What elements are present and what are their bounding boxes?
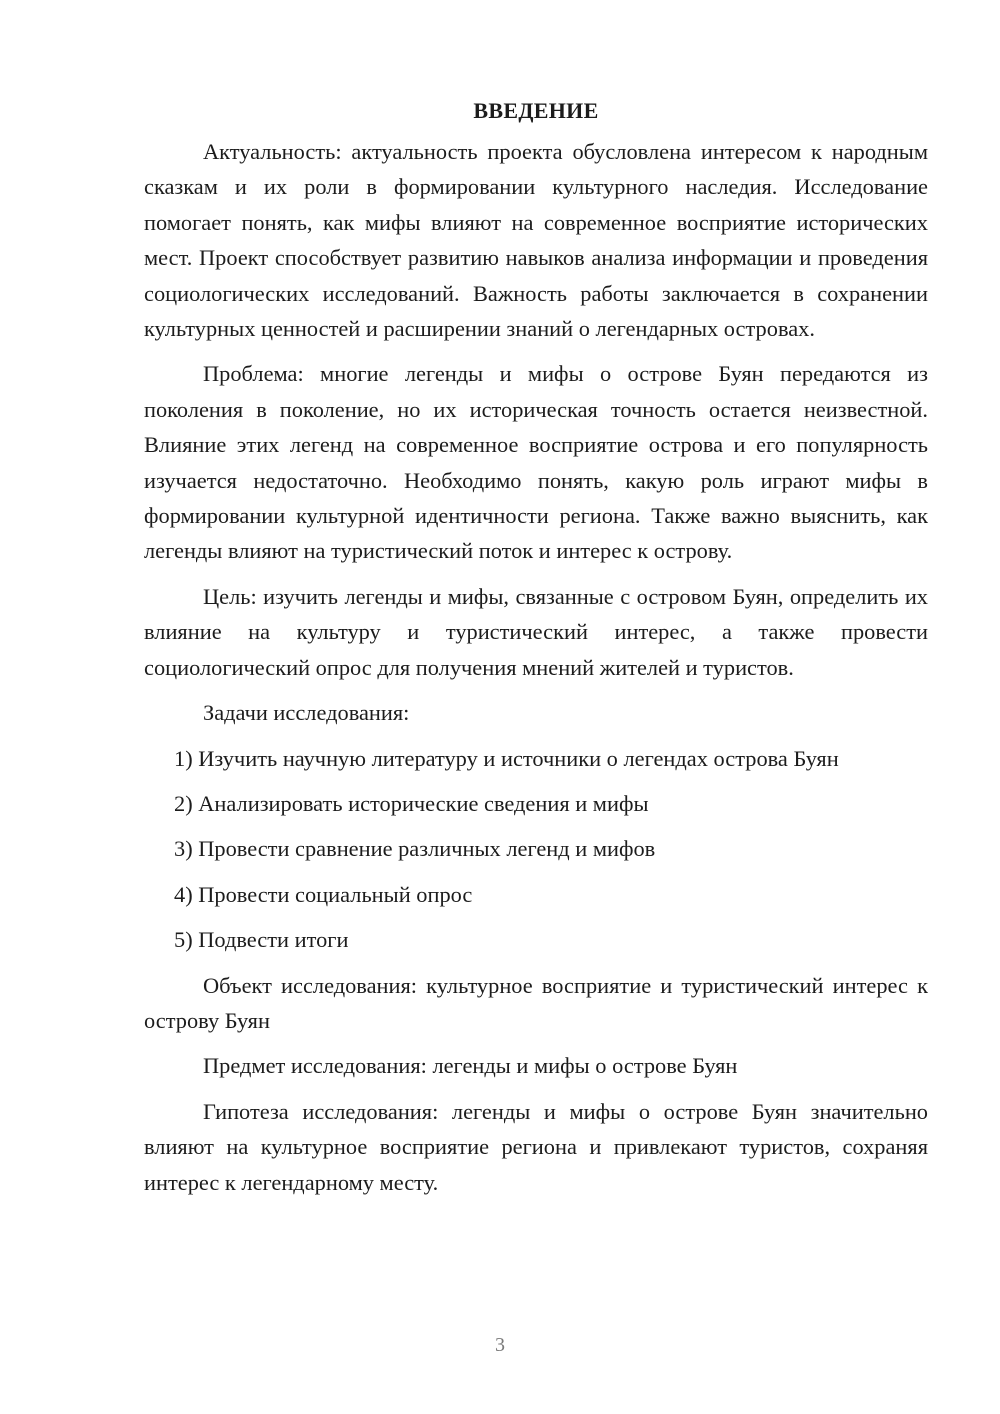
hypothesis-paragraph: Гипотеза исследования: легенды и мифы о острове Буян значительно влияют на культурное восприятие региона и привлекают туристов, сохраняя интерес к легендарному месту. (144, 1098, 928, 1195)
list-item: 5) Подвести итоги (174, 927, 349, 953)
tasks-title: Задачи исследования: (203, 700, 410, 726)
relevance-paragraph: Актуальность: актуальность проекта обусловлена интересом к народным сказкам и их роли в формировании культурного наследия. Исследование помогает понять, как мифы влияют на современное восприятие исторических мест. Проект способствует развитию навыков анализа информации и проведения социологических исследований. Важность работы заключается в сохранении культурных ценностей и расширении знаний о легендарных островах. (144, 139, 928, 342)
problem-paragraph: Проблема: многие легенды и мифы о острове Буян передаются из поколения в поколение, но их историческая точность остается неизвестной. Влияние этих легенд на современное восприятие острова и его популярность изучается недостаточно. Необходимо понять, какую роль играют мифы в формировании культурной идентичности региона. Также важно выяснить, как легенды влияют на туристический поток и интерес к острову. (144, 361, 928, 564)
document-page (144, 96, 928, 1210)
list-item: 1) Изучить научную литературу и источники о легендах острова Буян (174, 745, 839, 771)
page-number: 3 (495, 1334, 505, 1356)
tasks-list (144, 741, 928, 958)
goal-paragraph: Цель: изучить легенды и мифы, связанные с островом Буян, определить их влияние на культуру и туристический интерес, а также провести социологический опрос для получения мнений жителей и туристов. (144, 583, 928, 680)
list-item: 3) Провести сравнение различных легенд и мифов (174, 836, 656, 862)
page-title: ВВЕДЕНИЕ (473, 98, 599, 123)
object-paragraph: Объект исследования: культурное восприятие и туристический интерес к острову Буян (144, 972, 928, 1033)
list-item: 2) Анализировать исторические сведения и мифы (174, 790, 649, 816)
list-item: 4) Провести социальный опрос (174, 881, 473, 907)
subject-paragraph: Предмет исследования: легенды и мифы о острове Буян (203, 1053, 738, 1079)
